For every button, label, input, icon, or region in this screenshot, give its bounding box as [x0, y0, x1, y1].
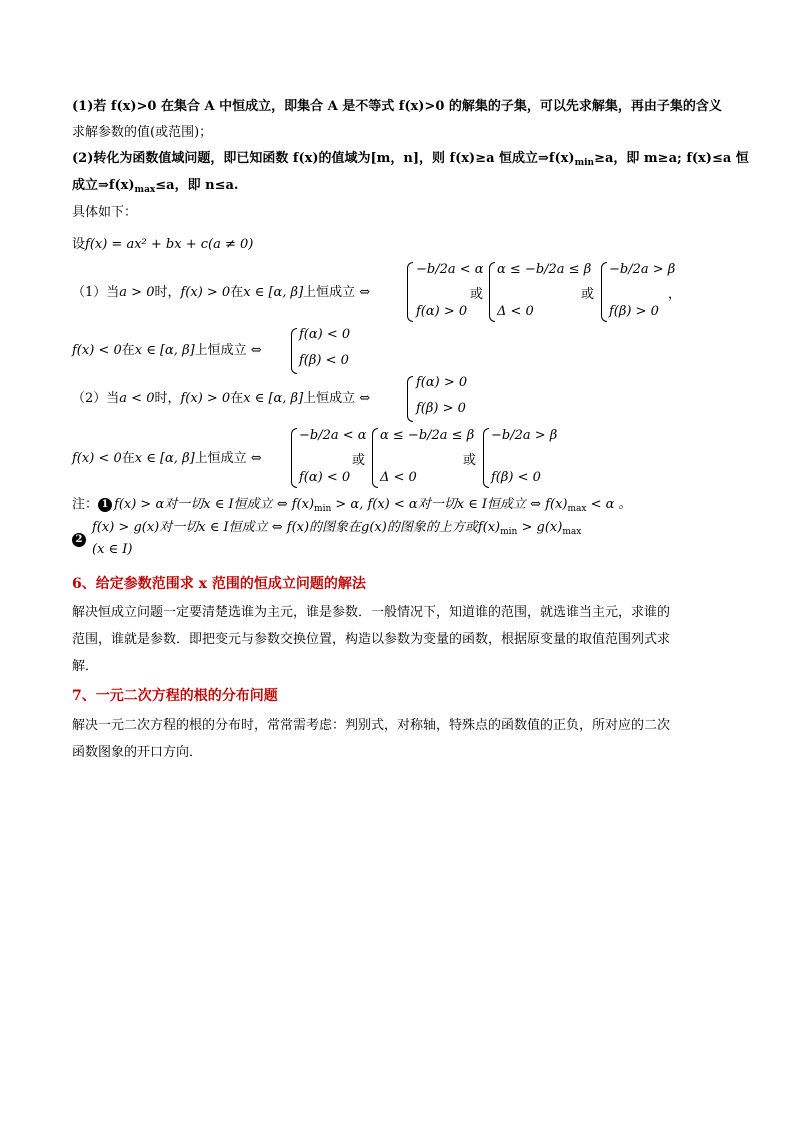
para2-line1-sub: min	[574, 158, 595, 168]
para2-line2-sub: max	[134, 185, 156, 195]
case1-neg-sys-1: f(β) < 0	[299, 353, 349, 368]
case2-sys-a-0: −b/2a < α	[299, 428, 367, 443]
case2-brace-b	[372, 428, 378, 488]
para1-line1: (1)若 f(x)>0 在集合 A 中恒成立，即集合 A 是不等式 f(x)>0 的解集的子集，可以先求解集，再由子集的含义	[72, 99, 722, 114]
note-1	[72, 495, 632, 519]
case1-neg-holds: 上恒成立 ⇔	[194, 343, 262, 358]
case2-brace-c	[483, 428, 489, 488]
case2-sys-0: f(α) > 0	[416, 375, 468, 390]
case1-when: 时，	[154, 285, 181, 300]
case2-label: （2）当	[72, 391, 120, 406]
case2-sys-c-0: −b/2a > β	[491, 428, 558, 443]
para2-line2-tail: ≤a，即 n≤a.	[155, 178, 239, 193]
case1-brace-a	[407, 262, 413, 322]
note-1-tail: < α 。	[586, 497, 632, 512]
para2-line1-head: (2)转化为函数值域问题，即已知函数 f(x)的值域为[m，n]，则 f(x)≥a 恒成立⇒f(x)	[72, 151, 575, 166]
case2-claim: f(x) > 0	[180, 391, 231, 406]
case1-neg-in: 在	[121, 343, 135, 358]
case1-neg-line	[72, 341, 262, 361]
case1-neg-sys-0: f(α) < 0	[299, 327, 351, 342]
section7-line2: 函数图象的开口方向．	[72, 745, 203, 760]
case2-neg-claim: f(x) < 0	[72, 451, 122, 466]
case2-or2: 或	[463, 453, 477, 468]
para2-line1	[72, 149, 749, 173]
case1-brace-c	[601, 262, 607, 322]
note-2	[92, 518, 581, 542]
note-1-text: f(x) > α对一切x ∈ I恒成立 ⇔ f(x)	[114, 497, 315, 512]
case2-neg-domain: x ∈ [α, β]	[134, 451, 195, 466]
case1-neg-brace	[291, 328, 297, 374]
setup-line	[72, 235, 253, 255]
case1-sys-c-0: −b/2a > β	[609, 262, 676, 277]
detail-label: 具体如下：	[72, 205, 138, 220]
case2-neg-holds: 上恒成立 ⇔	[194, 451, 262, 466]
case2-cond: a < 0	[119, 391, 155, 406]
case1-brace-b	[489, 262, 495, 322]
para2-line2-head: 成立⇒f(x)	[72, 178, 135, 193]
case2-holds: 上恒成立 ⇔	[303, 391, 371, 406]
case2-or1: 或	[352, 453, 366, 468]
case1-line	[72, 283, 370, 303]
note-2-sub1: min	[500, 527, 518, 537]
case1-label: （1）当	[72, 285, 120, 300]
case2-in: 在	[230, 391, 244, 406]
circled-number-1: 1	[98, 498, 112, 512]
case2-domain: x ∈ [α, β]	[243, 391, 304, 406]
case2-neg-line	[72, 449, 262, 469]
case2-line	[72, 389, 370, 409]
case2-sys-c-1: f(β) < 0	[491, 470, 541, 485]
setup-formula: f(x) = ax² + bx + c(a ≠ 0)	[85, 237, 254, 252]
para1-line2: 求解参数的值(或范围)；	[72, 125, 213, 140]
case1-sys-b-0: α ≤ −b/2a ≤ β	[497, 262, 592, 277]
para2-line1-tail: ≥a，即 m≥a; f(x)≤a 恒	[594, 151, 749, 166]
section6-line3: 解．	[72, 659, 99, 674]
case1-neg-domain: x ∈ [α, β]	[134, 343, 195, 358]
case1-neg-claim: f(x) < 0	[72, 343, 122, 358]
case1-sys-b-1: Δ < 0	[497, 304, 534, 319]
note-2-sub2: max	[562, 527, 582, 537]
note-2-marker	[72, 530, 88, 550]
note-1-sub1: min	[314, 504, 332, 514]
case1-claim: f(x) > 0	[180, 285, 231, 300]
case2-sys-b-0: α ≤ −b/2a ≤ β	[380, 428, 475, 443]
note-2-text: f(x) > g(x)对一切x ∈ I恒成立 ⇔ f(x)的图象在g(x)的图象的上方或f(x)	[92, 520, 501, 535]
case1-or2: 或	[581, 287, 595, 302]
case1-in: 在	[230, 285, 244, 300]
note-label: 注：	[72, 497, 99, 512]
case2-sys-a-1: f(α) < 0	[299, 470, 351, 485]
case1-comma: ，	[668, 287, 682, 302]
circled-number-2: 2	[72, 533, 86, 547]
case1-sys-a-1: f(α) > 0	[416, 304, 468, 319]
section7-heading: 7、一元二次方程的根的分布问题	[72, 688, 278, 704]
case2-brace-a	[291, 428, 297, 488]
note-2-below: (x ∈ I)	[92, 542, 133, 557]
case1-sys-a-0: −b/2a < α	[416, 262, 484, 277]
setup-text: 设	[72, 237, 86, 252]
case1-domain: x ∈ [α, β]	[243, 285, 304, 300]
section6-line1: 解决恒成立问题一定要清楚选谁为主元，谁是参数．一般情况下，知道谁的范围，就选谁当主元，求谁的	[72, 605, 671, 620]
case1-or1: 或	[470, 287, 484, 302]
note-1-mid: > α, f(x) < α对一切x ∈ I恒成立 ⇔ f(x)	[331, 497, 568, 512]
para2-line2	[72, 176, 238, 200]
case1-holds: 上恒成立 ⇔	[303, 285, 371, 300]
case2-sys-1: f(β) > 0	[416, 401, 466, 416]
case1-cond: a > 0	[119, 285, 155, 300]
case2-sys-b-1: Δ < 0	[380, 470, 417, 485]
case2-brace	[407, 376, 413, 422]
note-2-mid: > g(x)	[517, 520, 563, 535]
note-1-sub2: max	[567, 504, 587, 514]
section6-line2: 范围，谁就是参数．即把变元与参数交换位置，构造以参数为变量的函数，根据原变量的取值范围列式求	[72, 632, 671, 647]
case2-when: 时，	[154, 391, 181, 406]
section7-line1: 解决一元二次方程的根的分布时，常常需考虑：判别式，对称轴，特殊点的函数值的正负，所对应的二次	[72, 718, 671, 733]
case1-sys-c-1: f(β) > 0	[609, 304, 659, 319]
section6-heading: 6、给定参数范围求 x 范围的恒成立问题的解法	[72, 576, 366, 592]
case2-neg-in: 在	[121, 451, 135, 466]
